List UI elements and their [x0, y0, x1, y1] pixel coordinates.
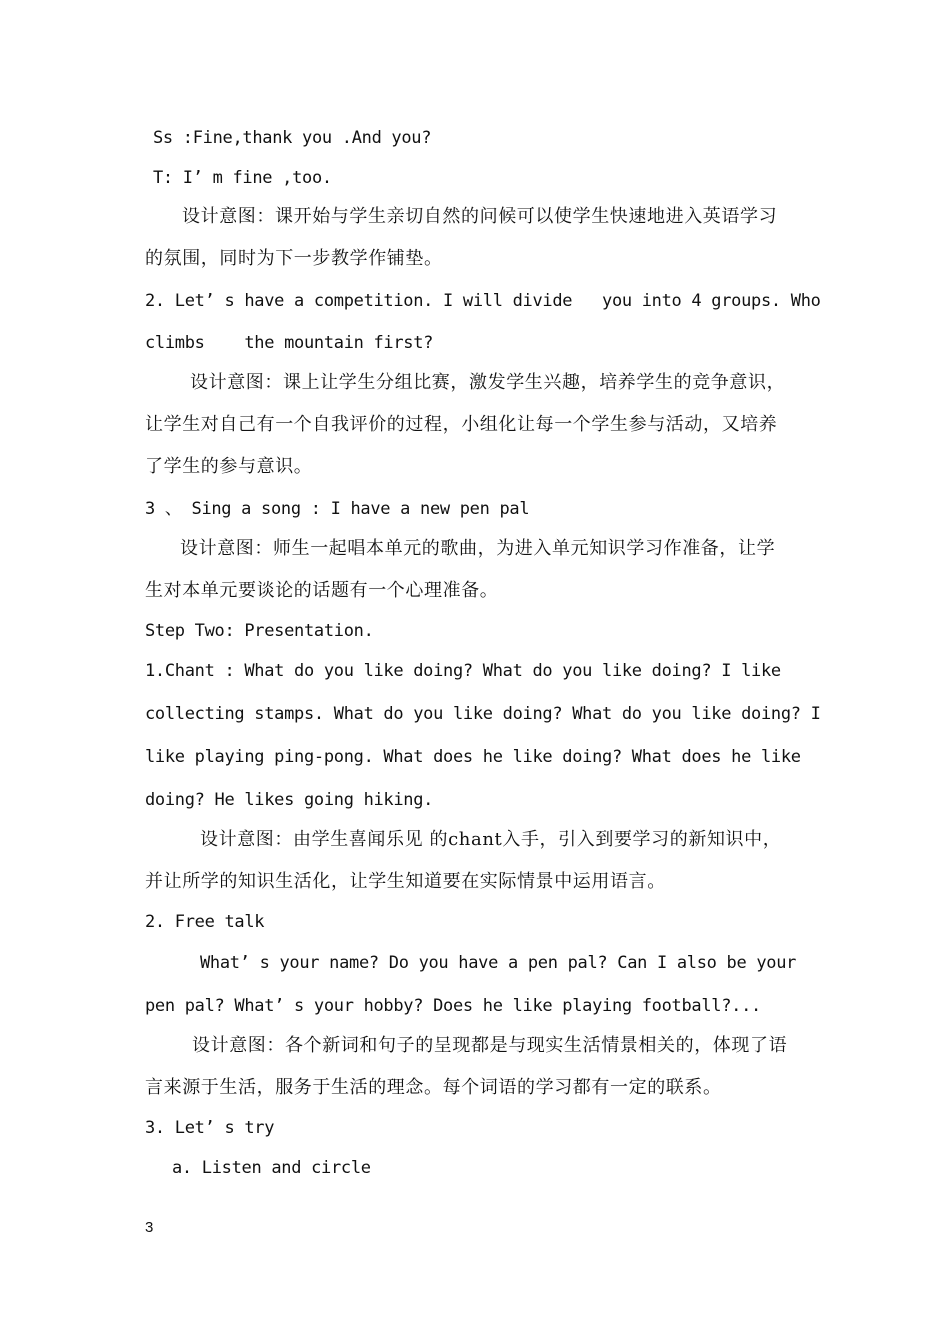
design-intent-3-line-1: 设计意图：师生一起唱本单元的歌曲，为进入单元知识学习作准备，让学: [180, 538, 776, 559]
design-intent-3-line-2: 生对本单元要谈论的话题有一个心理准备。: [145, 580, 499, 601]
text-line-17: doing? He likes going hiking.: [145, 790, 434, 810]
text-line-2: T: I’ m fine ,too.: [153, 168, 332, 188]
page-number: 3: [145, 1219, 154, 1236]
design-intent-1-line-1: 设计意图：课开始与学生亲切自然的问候可以使学生快速地进入英语学习: [182, 206, 778, 227]
text-line-5: 2. Let’ s have a competition. I will divide you into 4 groups. Who: [145, 291, 821, 311]
text-line-1: Ss :Fine,thank you .And you?: [153, 128, 432, 148]
text-line-22: pen pal? What’ s your hobby? Does he like playing football?...: [145, 996, 761, 1016]
design-intent-4-line-1: 设计意图：由学生喜闻乐见 的chant入手，引入到要学习的新知识中，: [200, 829, 782, 850]
text-line-21: What’ s your name? Do you have a pen pal? Can I also be your: [200, 953, 797, 973]
text-line-16: like playing ping-pong. What does he like doing? What does he like: [145, 747, 801, 767]
design-intent-1-line-2: 的氛围，同时为下一步教学作铺垫。: [145, 248, 443, 269]
design-intent-5-line-2: 言来源于生活，服务于生活的理念。每个词语的学习都有一定的联系。: [145, 1077, 722, 1098]
design-intent-5-line-1: 设计意图：各个新词和句子的呈现都是与现实生活情景相关的，体现了语: [192, 1035, 788, 1056]
design-intent-4-line-2: 并让所学的知识生活化，让学生知道要在实际情景中运用语言。: [145, 871, 666, 892]
design-intent-2-line-1: 设计意图：课上让学生分组比赛，激发学生兴趣，培养学生的竞争意识，: [190, 372, 786, 393]
section-heading-step-two: Step Two: Presentation.: [145, 621, 374, 641]
text-line-15: collecting stamps. What do you like doing? What do you like doing? I: [145, 704, 821, 724]
text-line-14: 1.Chant : What do you like doing? What do you like doing? I like: [145, 661, 781, 681]
text-line-10: 3 、 Sing a song : I have a new pen pal: [145, 499, 530, 519]
design-intent-2-line-3: 了学生的参与意识。: [145, 456, 313, 477]
design-intent-2-line-2: 让学生对自己有一个自我评价的过程，小组化让每一个学生参与活动，又培养: [145, 414, 778, 435]
text-line-26: a. Listen and circle: [172, 1158, 371, 1178]
text-line-20: 2. Free talk: [145, 912, 265, 932]
text-line-6: climbs the mountain first?: [145, 333, 434, 353]
text-line-25: 3. Let’ s try: [145, 1118, 275, 1138]
